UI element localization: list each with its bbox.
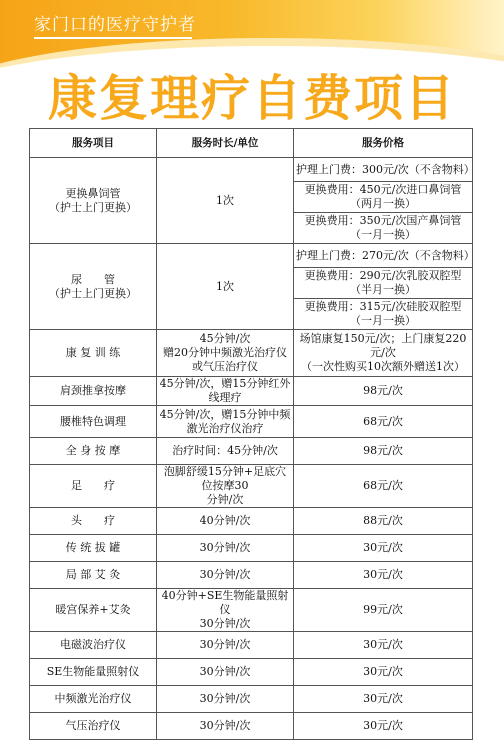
table-header-row	[30, 129, 473, 158]
table-row	[30, 330, 473, 377]
table-row	[30, 377, 473, 406]
table-row	[30, 535, 473, 562]
table-row	[30, 659, 473, 686]
service-duration: 1次	[157, 158, 294, 244]
brand-slogan: 家门口的医疗守护者	[34, 15, 196, 35]
service-item: 肩颈推拿按摩	[30, 377, 157, 406]
service-price: 68元/次	[294, 406, 473, 438]
service-duration: 30分钟/次	[157, 535, 294, 562]
service-price: 88元/次	[294, 508, 473, 535]
service-duration: 45分钟/次，赠15分钟中频 激光治疗仪治疗	[157, 406, 294, 438]
service-price: 30元/次	[294, 713, 473, 740]
service-duration: 45分钟/次 赠20分钟中频激光治疗仪 或气压治疗仪	[157, 330, 294, 377]
service-price: 99元/次	[294, 589, 473, 632]
service-duration: 30分钟/次	[157, 713, 294, 740]
slogan-underline	[34, 37, 192, 39]
service-duration: 1次	[157, 244, 294, 330]
table-row	[30, 244, 473, 268]
column-header-duration: 服务时长/单位	[157, 129, 294, 158]
service-item: 更换鼻饲管 （护士上门更换）	[30, 158, 157, 244]
service-duration: 泡脚舒缓15分钟+足底穴位按摩30 分钟/次	[157, 465, 294, 508]
service-price: 更换费用：290元/次乳胶双腔型 （半月一换）	[294, 268, 473, 299]
service-price: 98元/次	[294, 438, 473, 465]
table-row	[30, 562, 473, 589]
table-row	[30, 589, 473, 632]
service-price: 30元/次	[294, 632, 473, 659]
service-price: 更换费用：315元/次硅胶双腔型 （一月一换）	[294, 299, 473, 330]
service-price: 68元/次	[294, 465, 473, 508]
service-duration: 40分钟+SE生物能量照射仪 30分钟/次	[157, 589, 294, 632]
table-row	[30, 465, 473, 508]
price-table	[29, 128, 473, 740]
service-item: 局 部 艾 灸	[30, 562, 157, 589]
service-item: 头 疗	[30, 508, 157, 535]
column-header-price: 服务价格	[294, 129, 473, 158]
column-header-item: 服务项目	[30, 129, 157, 158]
service-duration: 30分钟/次	[157, 632, 294, 659]
page-title: 康复理疗自费项目	[47, 70, 456, 127]
service-item: 中频激光治疗仪	[30, 686, 157, 713]
service-price: 30元/次	[294, 562, 473, 589]
service-price: 30元/次	[294, 686, 473, 713]
service-item: 尿 管 （护士上门更换）	[30, 244, 157, 330]
service-item: 传 统 拔 罐	[30, 535, 157, 562]
service-price: 98元/次	[294, 377, 473, 406]
service-price: 护理上门费：270元/次（不含物料）	[294, 244, 473, 268]
service-item: 全 身 按 摩	[30, 438, 157, 465]
service-item: 腰椎特色调理	[30, 406, 157, 438]
service-duration: 30分钟/次	[157, 686, 294, 713]
service-price: 护理上门费：300元/次（不含物料）	[294, 158, 473, 182]
service-item: 气压治疗仪	[30, 713, 157, 740]
service-duration: 30分钟/次	[157, 562, 294, 589]
service-price: 场馆康复150元/次；上门康复220元/次 （一次性购买10次额外赠送1次）	[294, 330, 473, 377]
service-item: 电磁波治疗仪	[30, 632, 157, 659]
service-price: 更换费用：350元/次国产鼻饲管 （一月一换）	[294, 213, 473, 244]
table-row	[30, 406, 473, 438]
service-item: SE生物能量照射仪	[30, 659, 157, 686]
service-duration: 45分钟/次，赠15分钟红外线理疗	[157, 377, 294, 406]
service-price: 30元/次	[294, 659, 473, 686]
service-price: 30元/次	[294, 535, 473, 562]
service-item: 暖宫保养+艾灸	[30, 589, 157, 632]
service-duration: 40分钟/次	[157, 508, 294, 535]
table-row	[30, 158, 473, 182]
table-row	[30, 713, 473, 740]
table-row	[30, 632, 473, 659]
service-item: 足 疗	[30, 465, 157, 508]
service-duration: 30分钟/次	[157, 659, 294, 686]
service-item: 康 复 训 练	[30, 330, 157, 377]
table-row	[30, 508, 473, 535]
service-duration: 治疗时间：45分钟/次	[157, 438, 294, 465]
service-price: 更换费用：450元/次进口鼻饲管 （两月一换）	[294, 182, 473, 213]
table-row	[30, 438, 473, 465]
table-row	[30, 686, 473, 713]
